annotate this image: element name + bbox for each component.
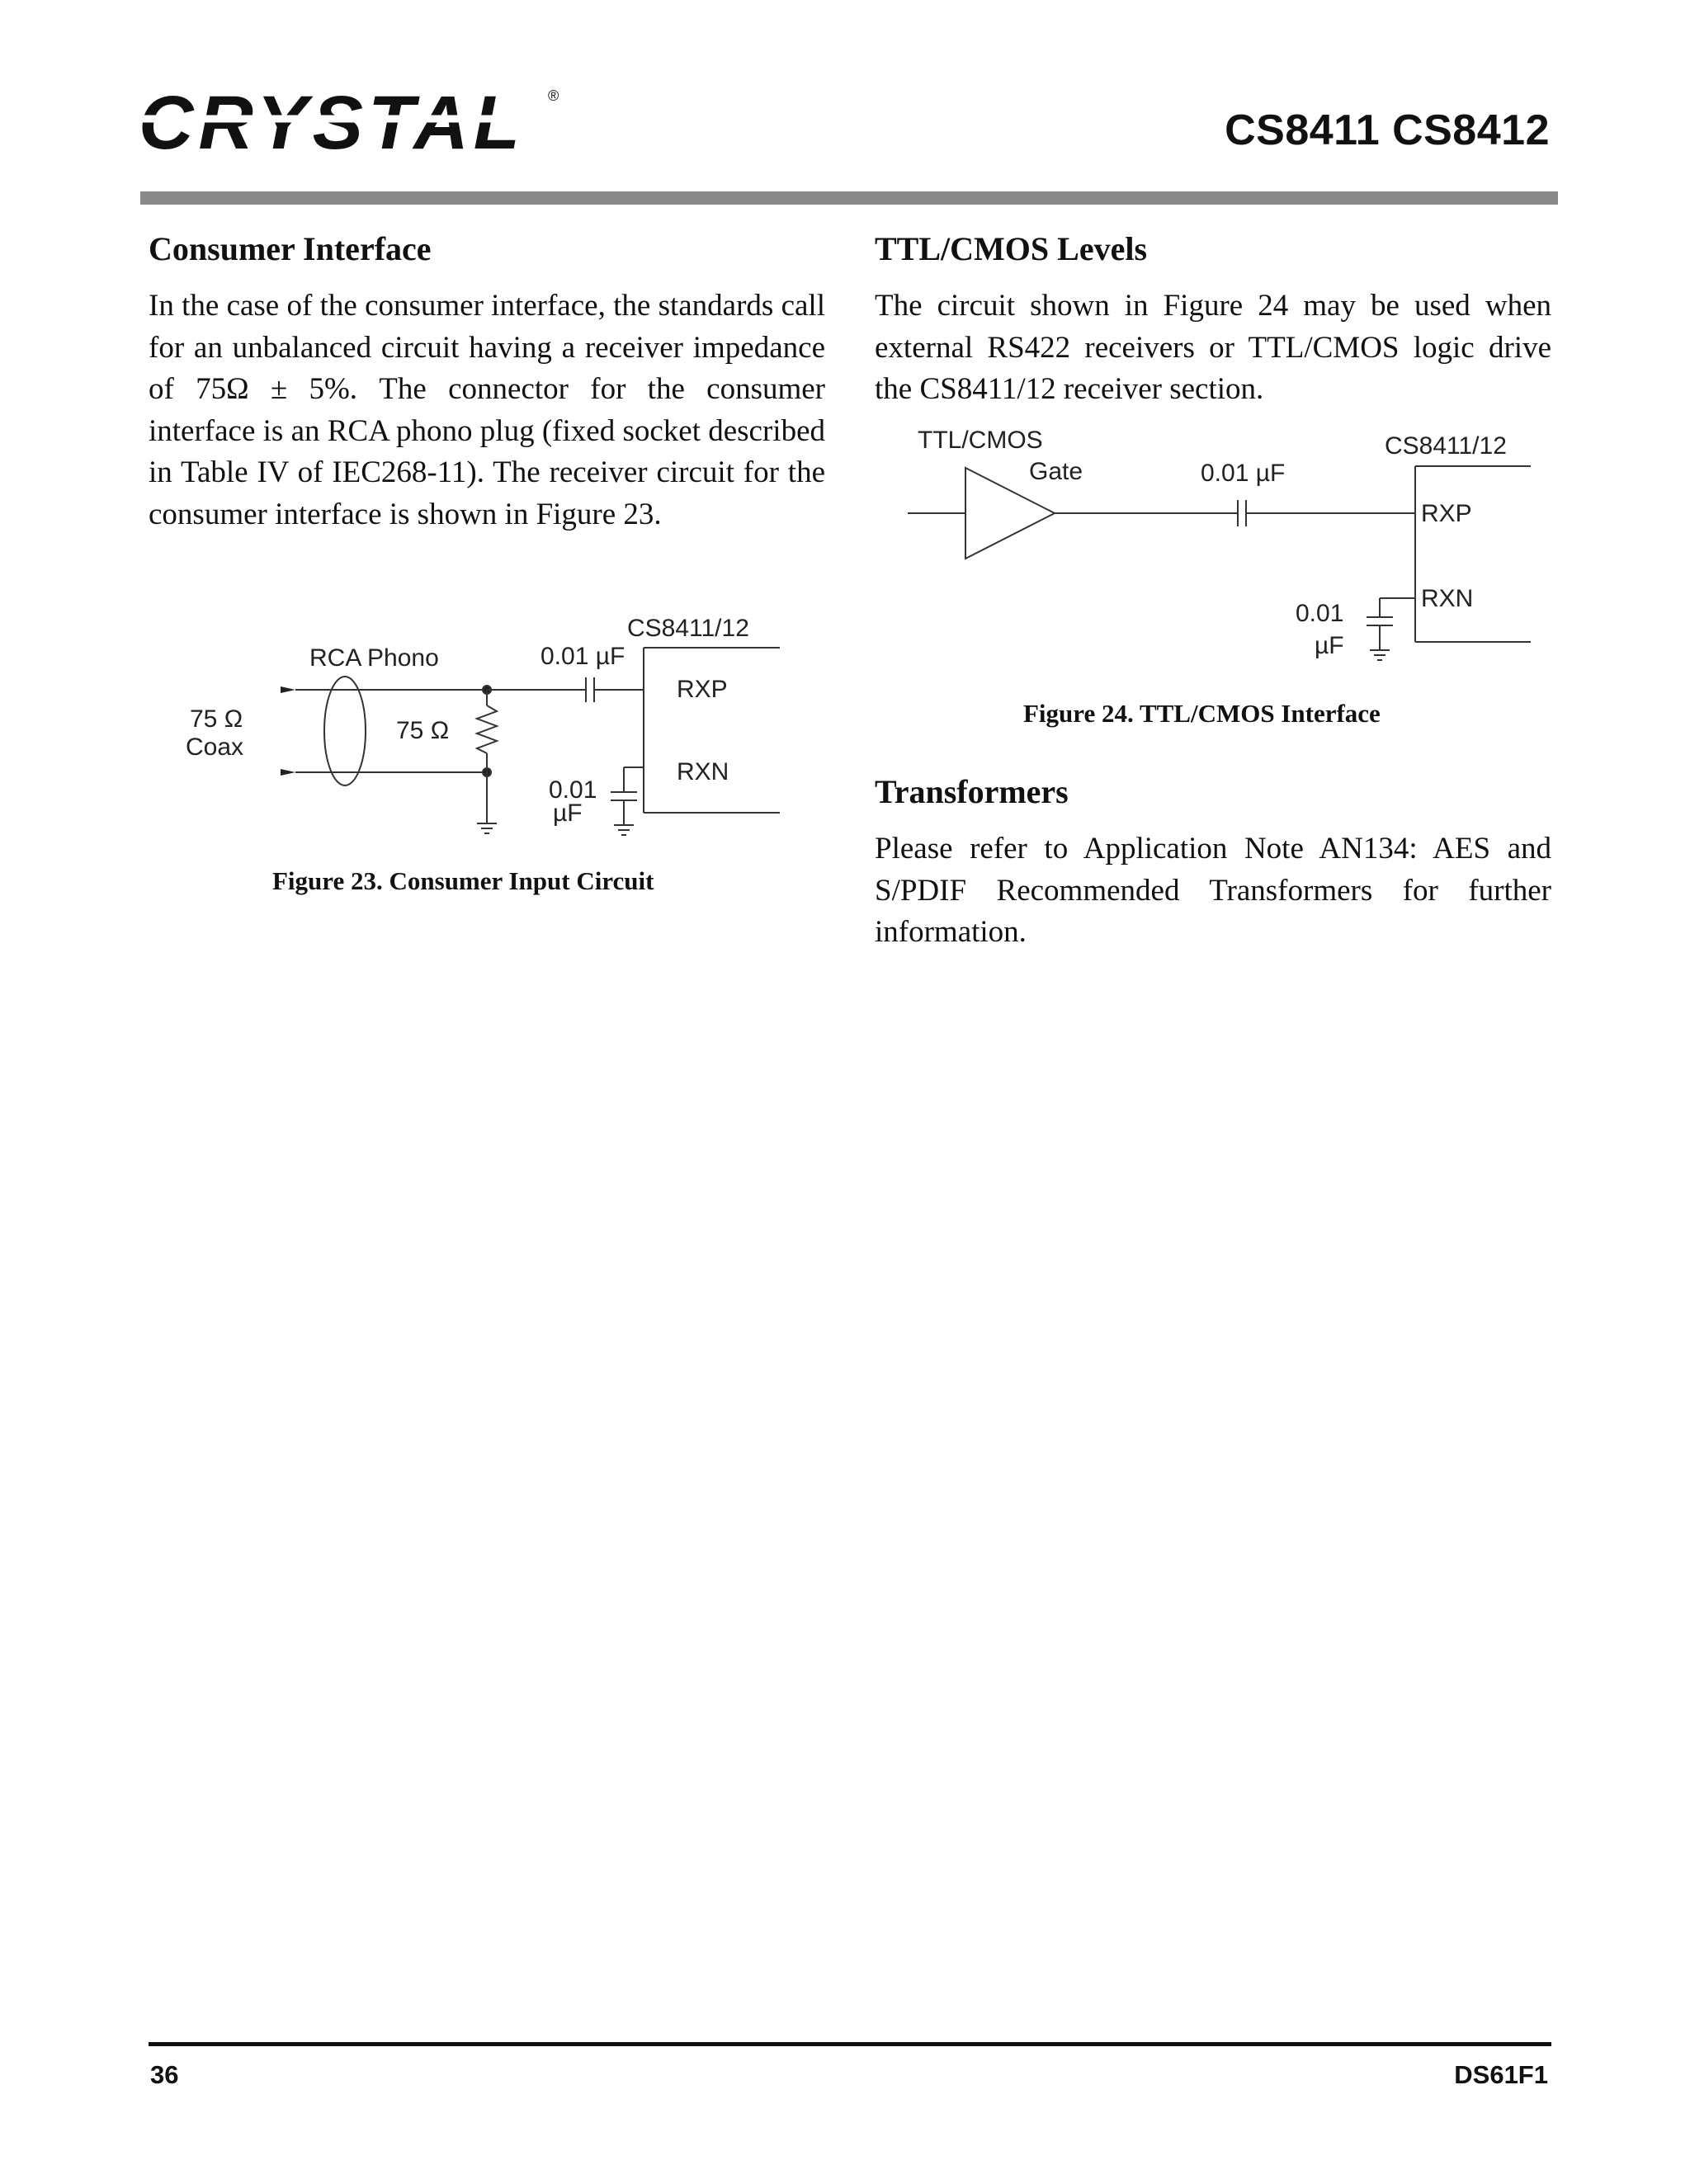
left-column [149,224,825,535]
logo-wordmark: CRYSTAL [139,81,525,162]
fig24-rxn-label: RXN [1421,585,1474,612]
figure-23-caption: Figure 23. Consumer Input Circuit [272,866,654,895]
header-rule [140,191,1558,205]
fig24-cap-bottom-value: 0.01 [1296,600,1344,627]
crystal-logo [139,79,568,162]
fig24-chip-label: CS8411/12 [1385,432,1507,460]
fig23-coax-label: Coax [186,734,244,761]
page-number: 36 [150,2060,179,2089]
figure-24-diagram [899,421,1551,668]
transformers-heading: Transformers [875,773,1069,810]
ttl-cmos-paragraph: The circuit shown in Figure 24 may be used when external RS422 receivers or TTL/CMOS logic drive the CS8411/12 receiver section. [875,289,1551,406]
registered-mark: ® [548,87,559,104]
fig24-gate-line2: Gate [1029,458,1083,485]
fig23-rxp-label: RXP [677,676,728,703]
transformers-paragraph: Please refer to Application Note AN134: AES and S/PDIF Recommended Transformers for further information. [875,832,1551,949]
fig24-gate-line1: TTL/CMOS [918,427,1043,454]
fig23-coax-value: 75 Ω [190,705,243,733]
figure-24-caption: Figure 24. TTL/CMOS Interface [1023,699,1381,728]
fig23-resistor-label: 75 Ω [396,717,450,744]
fig23-cap-top-label: 0.01 µF [541,643,625,670]
part-number: CS8411 CS8412 [1225,106,1550,154]
consumer-interface-paragraph: In the case of the consumer interface, the standards call for an unbalanced circuit having a receiver impedance of 75Ω ± 5%. The connector for the consumer interface is an RCA phono plug (fixed socket described in Table IV of IEC268-11). The receiver circuit for the consumer interface is shown in Figure 23. [149,289,825,531]
consumer-interface-heading: Consumer Interface [149,230,432,267]
fig23-rxn-label: RXN [677,758,729,785]
figure-23-diagram [165,606,792,854]
fig23-cap-bottom-unit: µF [553,800,583,827]
transformers-section [875,767,1551,954]
ttl-cmos-heading: TTL/CMOS Levels [875,230,1148,267]
fig24-cap-top-label: 0.01 µF [1201,460,1286,487]
right-column [875,224,1551,411]
fig24-cap-bottom-unit: µF [1315,632,1344,659]
fig23-cap-bottom-value: 0.01 [549,776,597,804]
document-code: DS61F1 [1454,2060,1548,2089]
fig23-connector-label: RCA Phono [309,644,439,672]
fig24-rxp-label: RXP [1421,500,1472,527]
fig23-chip-label: CS8411/12 [627,615,749,642]
footer-rule [149,2042,1551,2046]
